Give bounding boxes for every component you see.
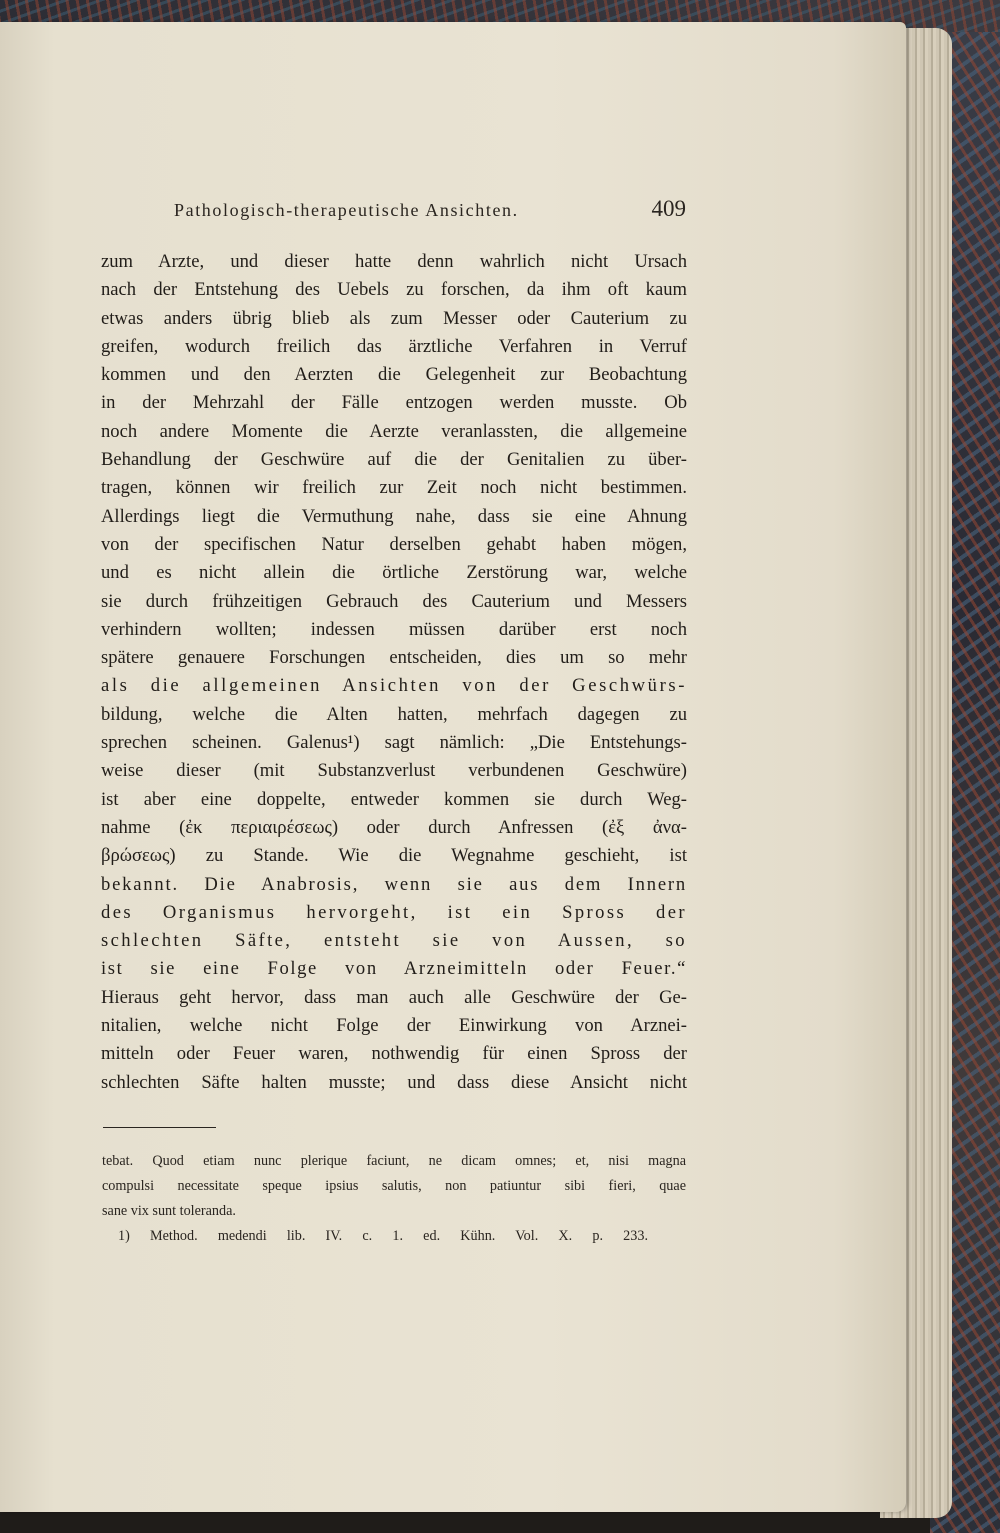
text-line: schlechten Säfte halten musste; und dass diese Ansicht nicht xyxy=(101,1071,687,1093)
text-line: βρώσεως) zu Stande. Wie die Wegnahme geschieht, ist xyxy=(101,845,687,867)
text-line: bildung, welche die Alten hatten, mehrfach dagegen zu xyxy=(101,703,687,725)
text-line: greifen, wodurch freilich das ärztliche Verfahren in Verruf xyxy=(101,335,687,357)
text-line: nahme (ἐκ περιαιρέσεως) oder durch Anfressen (ἐξ ἀνα- xyxy=(101,816,687,838)
text-line: spätere genauere Forschungen entscheiden, dies um so mehr xyxy=(101,647,687,669)
text-line: schlechten Säfte, entsteht sie von Aussen, so xyxy=(101,930,687,952)
text-line: verhindern wollten; indessen müssen darüber erst noch xyxy=(101,618,687,640)
text-line: kommen und den Aerzten die Gelegenheit zur Beobachtung xyxy=(101,364,687,386)
footnote-line: compulsi necessitate speque ipsius salutis, non patiuntur sibi fieri, quae xyxy=(102,1178,686,1194)
text-line: als die allgemeinen Ansichten von der Geschwürs- xyxy=(101,675,687,697)
text-line: ist aber eine doppelte, entweder kommen sie durch Weg- xyxy=(101,788,687,810)
page-header xyxy=(174,196,686,232)
text-line: Allerdings liegt die Vermuthung nahe, dass sie eine Ahnung xyxy=(101,505,687,527)
text-line: des Organismus hervorgeht, ist ein Spross der xyxy=(101,901,687,923)
text-line: noch andere Momente die Aerzte veranlassten, die allgemeine xyxy=(101,420,687,442)
page-number: 409 xyxy=(651,196,686,221)
text-line: bekannt. Die Anabrosis, wenn sie aus dem Innern xyxy=(101,873,687,895)
text-line: von der specifischen Natur derselben gehabt haben mögen, xyxy=(101,533,687,555)
footnotes xyxy=(102,1149,686,1249)
text-line: sprechen scheinen. Galenus¹) sagt nämlich: „Die Entstehungs- xyxy=(101,732,687,754)
text-line: etwas anders übrig blieb als zum Messer oder Cauterium zu xyxy=(101,307,687,329)
text-line: in der Mehrzahl der Fälle entzogen werden musste. Ob xyxy=(101,392,687,414)
footnote-line: tebat. Quod etiam nunc plerique faciunt, ne dicam omnes; et, nisi magna xyxy=(102,1153,686,1169)
text-line: tragen, können wir freilich zur Zeit noch nicht bestimmen. xyxy=(101,477,687,499)
text-line: nach der Entstehung des Uebels zu forschen, da ihm oft kaum xyxy=(101,279,687,301)
text-line: und es nicht allein die örtliche Zerstörung war, welche xyxy=(101,562,687,584)
text-line: Hieraus geht hervor, dass man auch alle Geschwüre der Ge- xyxy=(101,986,687,1008)
footnote-rule xyxy=(103,1127,216,1128)
text-line: sie durch frühzeitigen Gebrauch des Cauterium und Messers xyxy=(101,590,687,612)
text-line: Behandlung der Geschwüre auf die der Genitalien zu über- xyxy=(101,449,687,471)
footnote-line: sane vix sunt toleranda. xyxy=(102,1203,236,1219)
text-line: ist sie eine Folge von Arzneimitteln oder Feuer.“ xyxy=(101,958,687,980)
footnote-1: 1) Method. medendi lib. IV. c. 1. ed. Kühn. Vol. X. p. 233. xyxy=(118,1228,648,1244)
text-line: mitteln oder Feuer waren, nothwendig für einen Spross der xyxy=(101,1043,687,1065)
main-text xyxy=(101,248,687,1097)
text-line: weise dieser (mit Substanzverlust verbundenen Geschwüre) xyxy=(101,760,687,782)
running-title: Pathologisch-therapeutische Ansichten. xyxy=(174,200,519,220)
text-line: nitalien, welche nicht Folge der Einwirkung von Arznei- xyxy=(101,1015,687,1037)
text-line: zum Arzte, und dieser hatte denn wahrlich nicht Ursach xyxy=(101,251,687,272)
